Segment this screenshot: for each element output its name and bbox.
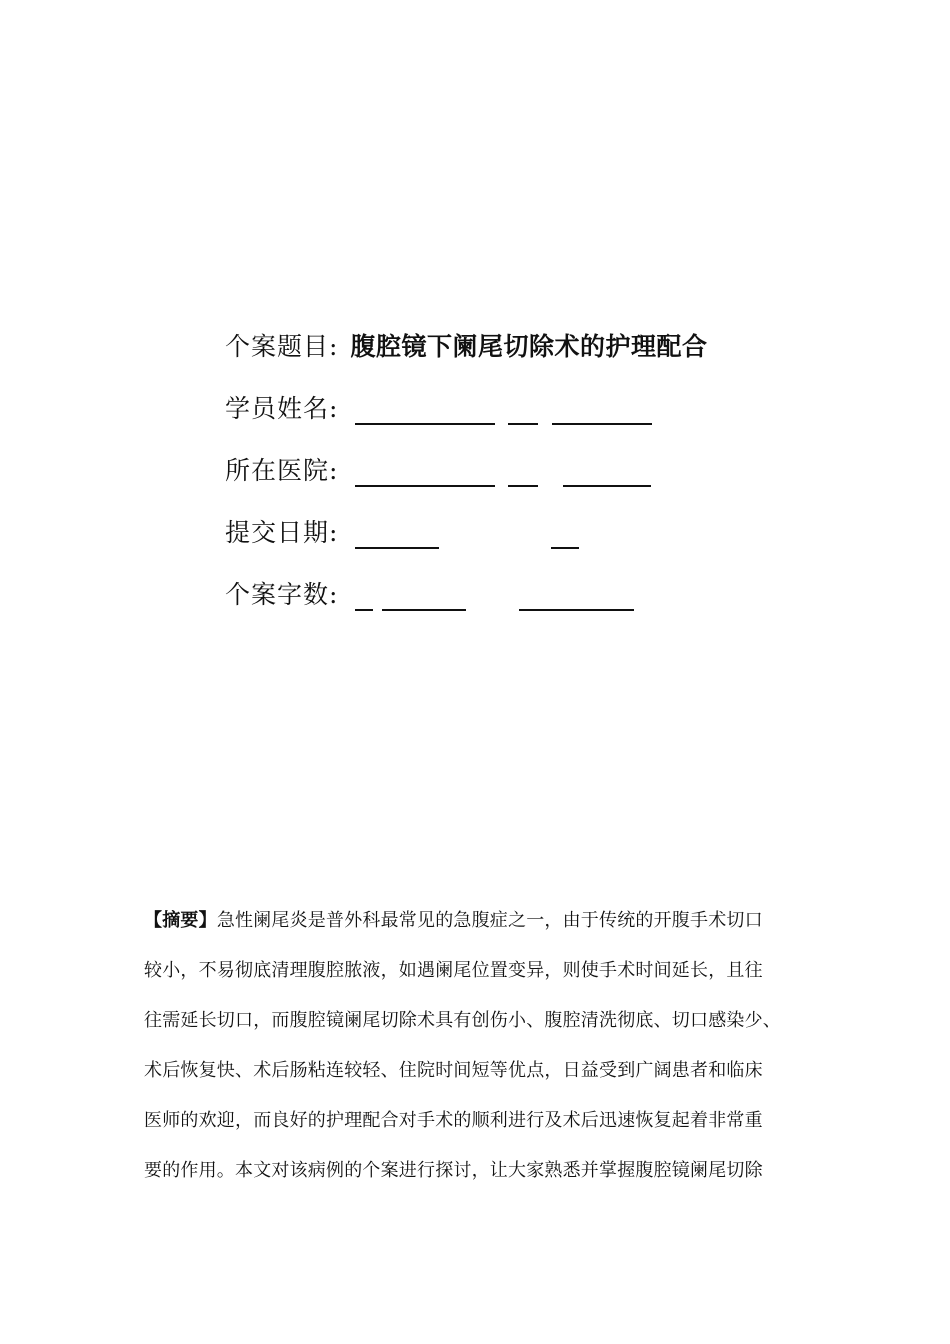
submit-date-label: 提交日期: [225,518,339,547]
submit-date-blank [355,547,439,549]
hospital-blank [355,485,495,487]
student-name-blank [355,423,495,425]
hospital-row [225,449,785,511]
student-name-label: 学员姓名: [225,394,339,423]
cover-info-block [225,325,785,635]
abstract-line: 要的作用。本文对该病例的个案进行探讨，让大家熟悉并掌握腹腔镜阑尾切除 [144,1160,763,1181]
word-count-blank [382,609,466,611]
word-count-blank [355,609,373,611]
case-title-label: 个案题目: [225,332,339,361]
abstract-heading: 【摘要】 [144,910,217,931]
student-name-blank [508,423,538,425]
submit-date-row [225,511,785,573]
abstract-text: 急性阑尾炎是普外科最常见的急腹症之一，由于传统的开腹手术切口 [216,910,763,931]
student-name-blank [552,423,652,425]
abstract-line: 较小，不易彻底清理腹腔脓液，如遇阑尾位置变异，则使手术时间延长，且往 [144,960,763,981]
abstract-line [144,898,804,948]
case-title-value: 腹腔镜下阑尾切除术的护理配合 [350,332,708,361]
abstract-line: 术后恢复快、术后肠粘连较轻、住院时间短等优点，日益受到广阔患者和临床 [144,1060,763,1081]
word-count-blank [519,609,634,611]
abstract-line: 往需延长切口，而腹腔镜阑尾切除术具有创伤小、腹腔清洗彻底、切口感染少、 [144,1010,781,1031]
word-count-row [225,573,785,635]
abstract-line: 医师的欢迎，而良好的护理配合对手术的顺利进行及术后迅速恢复起着非常重 [144,1110,763,1131]
student-name-row [225,387,785,449]
hospital-blank [563,485,651,487]
word-count-label: 个案字数: [225,580,339,609]
hospital-blank [508,485,538,487]
abstract-section [144,898,804,1198]
case-title-row [225,325,785,387]
hospital-label: 所在医院: [225,456,339,485]
submit-date-blank [551,547,579,549]
